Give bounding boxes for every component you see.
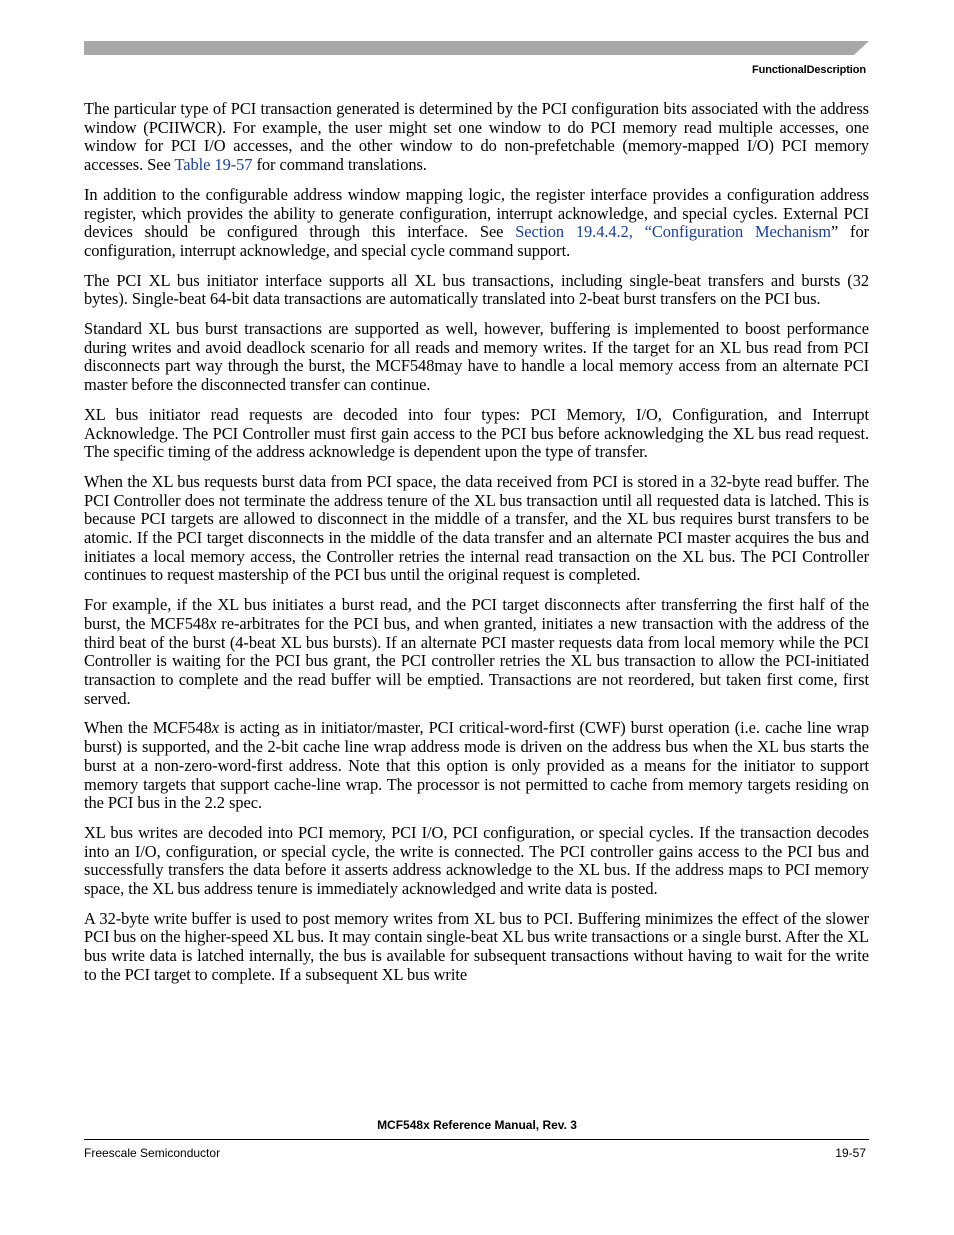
section-19-4-4-2-link[interactable]: Section 19.4.4.2, “Configuration Mechanism (515, 222, 831, 242)
footer-divider (84, 1139, 869, 1140)
paragraph-8-text-a: When the MCF548 (84, 718, 212, 738)
paragraph-6: When the XL bus requests burst data from PCI space, the data received from PCI is stored in a 32-byte read buffer. The PCI Controller does not terminate the address tenure of the XL bus transaction until all requested data is latched. This is because PCI targets are allowed to disconnect in the middle of a transfer, and the XL bus requires burst transfers to be atomic. If the PCI target disconnects in the middle of the data transfer and an alternate PCI master acquires the bus and initiates a local memory access, the Controller retries the internal read transaction on the XL bus. The PCI Controller continues to request mastership of the PCI bus until the original request is completed. (84, 471, 869, 585)
paragraph-3: The PCI XL bus initiator interface supports all XL bus transactions, including single-beat transfers and bursts (32 bytes). Single-beat 64-bit data transactions are automatically translated into 2-beat burst transfers on the PCI bus. (84, 270, 869, 309)
body-text (84, 100, 869, 996)
paragraph-2-text-a: In addition to the configurable address window mapping logic, the register interface provides a configuration address register, which provides the ability to generate configuration, interrupt acknowledge, and special cycles. External PCI devices should be configured through this interface. See (84, 184, 869, 242)
header-bar (84, 41, 869, 55)
footer-page-number: 19-57 (835, 1146, 866, 1160)
footer-company: Freescale Semiconductor (84, 1146, 221, 1160)
paragraph-10: A 32-byte write buffer is used to post memory writes from XL bus to PCI. Buffering minimizes the effect of the slower PCI bus on the higher-speed XL bus. It may contain single-beat XL bus write transactions or a single burst. After the XL bus write data is latched internally, the bus is available for subsequent transactions without having to wait for the write to the PCI target to complete. If a subsequent XL bus write (84, 908, 869, 984)
paragraph-1-text-b: for command translations. (252, 155, 427, 175)
paragraph-7-variant-x: x (209, 613, 217, 633)
paragraph-4: Standard XL bus burst transactions are supported as well, however, buffering is implemented to boost performance during writes and avoid deadlock scenario for all reads and memory writes. If the target for an XL bus read from PCI disconnects part way through the burst, the MCF548may have to handle a local memory access from an alternate PCI master before the disconnected transfer can continue. (84, 319, 869, 395)
paragraph-5: XL bus initiator read requests are decoded into four types: PCI Memory, I/O, Configuration, and Interrupt Acknowledge. The PCI Controller must first gain access to the PCI bus before acknowledging the XL bus read request. The specific timing of the address acknowledge is dependent upon the type of transfer. (84, 404, 869, 462)
paragraph-8 (84, 719, 869, 813)
paragraph-9: XL bus writes are decoded into PCI memory, PCI I/O, PCI configuration, or special cycles. If the transaction decodes into an I/O, configuration, or special cycle, the write is connected. The PCI controller gains access to the PCI bus and successfully transfers the data before it asserts address acknowledge to the XL bus. If the address maps to PCI memory space, the XL bus address tenure is immediately acknowledged and write data is posted. (84, 822, 869, 899)
paragraph-7-text-a: For example, if the XL bus initiates a burst read, and the PCI target disconnects after transferring the first half of the burst, the MCF548 (84, 595, 869, 633)
table-19-57-link[interactable]: Table 19-57 (174, 155, 253, 175)
footer-manual-title: MCF548x Reference Manual, Rev. 3 (377, 1118, 577, 1132)
paragraph-7-text-b: re-arbitrates for the PCI bus, and when granted, initiates a new transaction with the address of the third beat of the burst (4-beat XL bus bursts). If an alternate PCI master requests data from local memory while the PCI Controller is waiting for the PCI bus grant, the PCI controller retries the XL bus transaction to allow the PCI-initiated transaction to complete and the read buffer will be emptied. Transactions are not reordered, but taken first come, first served. (84, 613, 869, 708)
paragraph-1 (84, 100, 869, 175)
paragraph-7 (84, 596, 869, 708)
paragraph-8-text-b: is acting as in initiator/master, PCI critical-word-first (CWF) burst operation (i.e. cache line wrap burst) is supported, and the 2-bit cache line wrap address mode is driven on the address bus when the XL bus starts the burst at a non-zero-word-first address. Note that this option is only provided as a means for the initiator to support memory targets that support cache-line wrap. The processor is not permitted to cache from memory targets residing on the PCI bus in the 2.2 spec. (84, 718, 869, 813)
paragraph-2 (84, 186, 869, 261)
header-bar-shape (84, 41, 869, 55)
paragraph-2-text-b: ” for configuration, interrupt acknowledge, and special cycle command support. (84, 222, 869, 260)
paragraph-1-text-a: The particular type of PCI transaction generated is determined by the PCI configuration bits associated with the address window (PCIIWCR). For example, the user might set one window to do PCI memory read multiple accesses, one window for PCI I/O accesses, and the other window to do non-prefetchable (memory-mapped I/O) PCI memory accesses. See (84, 99, 869, 175)
section-header: FunctionalDescription (751, 64, 866, 76)
paragraph-8-variant-x: x (211, 718, 219, 738)
